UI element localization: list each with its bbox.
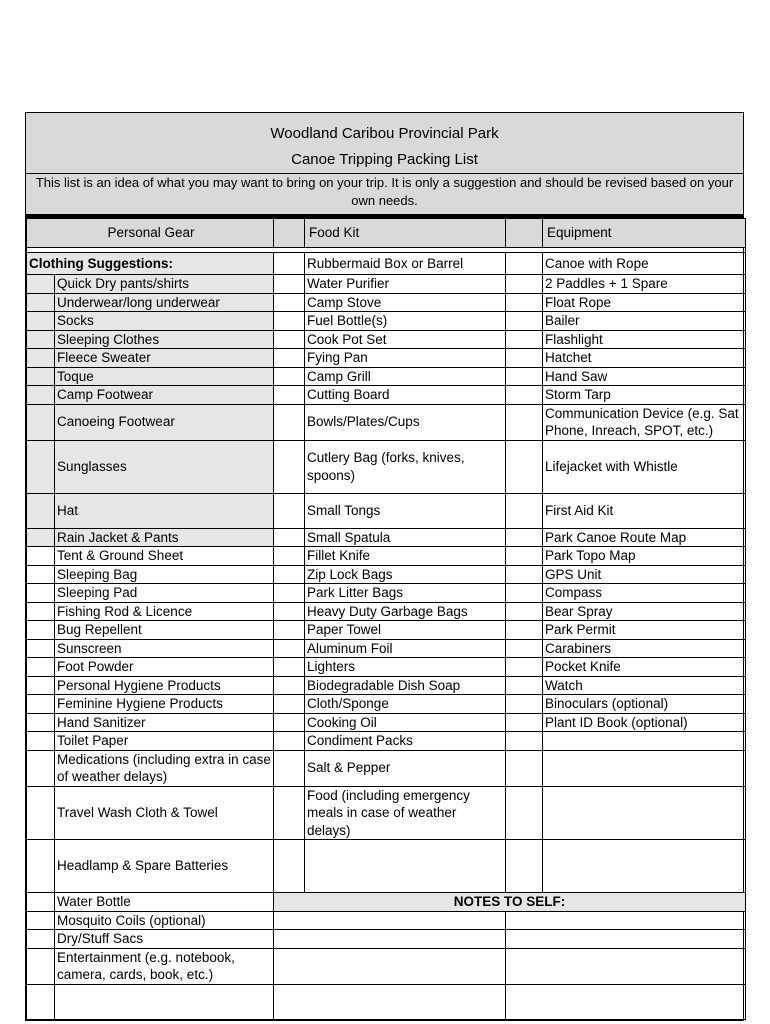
table-row — [27, 639, 746, 658]
table-row — [27, 312, 746, 331]
table-row — [27, 713, 746, 732]
personal-gear-item: Sunglasses — [55, 440, 274, 493]
personal-gear-item — [55, 984, 274, 1019]
equipment-item: Pocket Knife — [543, 658, 746, 677]
food-kit-item: Camp Stove — [305, 293, 506, 312]
equipment-checkbox[interactable] — [506, 528, 543, 547]
personal-gear-item: Fleece Sweater — [55, 349, 274, 368]
equipment-item: Watch — [543, 676, 746, 695]
personal-gear-item: Water Bottle — [55, 893, 274, 912]
personal-gear-checkbox[interactable] — [27, 948, 55, 984]
equipment-checkbox[interactable] — [506, 493, 543, 528]
personal-gear-checkbox[interactable] — [27, 493, 55, 528]
food-kit-item: Cloth/Sponge — [305, 695, 506, 714]
personal-gear-item: Travel Wash Cloth & Towel — [55, 786, 274, 840]
equipment-checkbox[interactable] — [506, 840, 543, 893]
equipment-checkbox[interactable] — [506, 312, 543, 331]
equipment-item: 2 Paddles + 1 Spare — [543, 275, 746, 294]
personal-gear-checkbox[interactable] — [27, 312, 55, 331]
header-row — [27, 219, 746, 248]
equipment-item: Storm Tarp — [543, 386, 746, 405]
food-kit-checkbox[interactable] — [274, 349, 305, 368]
table-row — [27, 695, 746, 714]
food-kit-item: Heavy Duty Garbage Bags — [305, 602, 506, 621]
food-kit-item: Condiment Packs — [305, 732, 506, 751]
equipment-checkbox[interactable] — [506, 547, 543, 566]
equipment-item: Park Permit — [543, 621, 746, 640]
personal-gear-checkbox[interactable] — [27, 750, 55, 786]
personal-gear-checkbox[interactable] — [27, 732, 55, 751]
table-row — [27, 930, 746, 949]
clothing-suggestions-heading: Clothing Suggestions: — [27, 253, 274, 275]
table-row — [27, 565, 746, 584]
equipment-checkbox[interactable] — [506, 330, 543, 349]
personal-gear-checkbox[interactable] — [27, 565, 55, 584]
food-kit-checkbox[interactable] — [274, 750, 305, 786]
personal-gear-item: Socks — [55, 312, 274, 331]
notes-cell[interactable] — [274, 948, 506, 984]
personal-gear-item: Medications (including extra in case of weather delays) — [55, 750, 274, 786]
personal-gear-item: Entertainment (e.g. notebook, camera, cards, book, etc.) — [55, 948, 274, 984]
food-kit-checkbox[interactable] — [274, 367, 305, 386]
personal-gear-item: Personal Hygiene Products — [55, 676, 274, 695]
personal-gear-checkbox[interactable] — [27, 602, 55, 621]
equipment-item: First Aid Kit — [543, 493, 746, 528]
personal-gear-checkbox[interactable] — [27, 676, 55, 695]
food-kit-item: Food (including emergency meals in case of weather delays) — [305, 786, 506, 840]
table-row — [27, 893, 746, 912]
equipment-item: GPS Unit — [543, 565, 746, 584]
table-row — [27, 253, 746, 275]
table-row — [27, 658, 746, 677]
personal-gear-checkbox[interactable] — [27, 786, 55, 840]
equipment-checkbox[interactable] — [506, 713, 543, 732]
table-row — [27, 911, 746, 930]
personal-gear-checkbox[interactable] — [27, 893, 55, 912]
food-kit-item: Lighters — [305, 658, 506, 677]
personal-gear-item: Toque — [55, 367, 274, 386]
personal-gear-item: Hat — [55, 493, 274, 528]
personal-gear-item: Canoeing Footwear — [55, 404, 274, 440]
table-row — [27, 676, 746, 695]
personal-gear-checkbox[interactable] — [27, 275, 55, 294]
equipment-checkbox[interactable] — [506, 386, 543, 405]
food-kit-item: Paper Towel — [305, 621, 506, 640]
table-row — [27, 840, 746, 893]
table-row — [27, 404, 746, 440]
equipment-item: Hand Saw — [543, 367, 746, 386]
food-kit-item: Bowls/Plates/Cups — [305, 404, 506, 440]
food-kit-item: Fillet Knife — [305, 547, 506, 566]
equipment-item: Bear Spray — [543, 602, 746, 621]
table-row — [27, 948, 746, 984]
food-kit-checkbox[interactable] — [274, 404, 305, 440]
equipment-checkbox[interactable] — [506, 676, 543, 695]
table-row — [27, 750, 746, 786]
food-kit-checkbox[interactable] — [274, 440, 305, 493]
equipment-checkbox[interactable] — [506, 621, 543, 640]
equipment-checkbox[interactable] — [506, 440, 543, 493]
packing-table — [26, 218, 746, 1020]
food-kit-item: Cooking Oil — [305, 713, 506, 732]
personal-gear-item: Sleeping Bag — [55, 565, 274, 584]
equipment-checkbox[interactable] — [506, 349, 543, 368]
equipment-item: Bailer — [543, 312, 746, 331]
table-row — [27, 547, 746, 566]
table-row — [27, 528, 746, 547]
food-kit-item: Small Spatula — [305, 528, 506, 547]
personal-gear-checkbox[interactable] — [27, 695, 55, 714]
food-kit-item: Biodegradable Dish Soap — [305, 676, 506, 695]
food-kit-checkbox[interactable] — [274, 713, 305, 732]
table-row — [27, 732, 746, 751]
equipment-checkbox[interactable] — [506, 404, 543, 440]
table-row — [27, 984, 746, 1019]
food-kit-checkbox[interactable] — [274, 676, 305, 695]
personal-gear-checkbox[interactable] — [27, 440, 55, 493]
personal-gear-item: Sleeping Pad — [55, 584, 274, 603]
personal-gear-item: Bug Repellent — [55, 621, 274, 640]
title-block — [26, 113, 743, 214]
notes-cell[interactable] — [506, 948, 746, 984]
notes-cell[interactable] — [506, 930, 746, 949]
personal-gear-checkbox[interactable] — [27, 911, 55, 930]
table-row — [27, 367, 746, 386]
personal-gear-item: Headlamp & Spare Batteries — [55, 840, 274, 893]
personal-gear-item: Dry/Stuff Sacs — [55, 930, 274, 949]
personal-gear-checkbox[interactable] — [27, 713, 55, 732]
equipment-checkbox[interactable] — [506, 584, 543, 603]
food-kit-checkbox[interactable] — [274, 639, 305, 658]
personal-gear-checkbox[interactable] — [27, 528, 55, 547]
personal-gear-checkbox[interactable] — [27, 584, 55, 603]
food-kit-item: Zip Lock Bags — [305, 565, 506, 584]
personal-gear-item: Quick Dry pants/shirts — [55, 275, 274, 294]
park-title: Woodland Caribou Provincial Park — [270, 125, 499, 142]
table-row — [27, 584, 746, 603]
table-row — [27, 440, 746, 493]
personal-gear-checkbox[interactable] — [27, 404, 55, 440]
header-personal-gear: Personal Gear — [27, 219, 274, 248]
equipment-item — [543, 840, 746, 893]
personal-gear-checkbox[interactable] — [27, 840, 55, 893]
equipment-checkbox[interactable] — [506, 293, 543, 312]
equipment-item: Binoculars (optional) — [543, 695, 746, 714]
personal-gear-item: Toilet Paper — [55, 732, 274, 751]
equipment-item: Park Canoe Route Map — [543, 528, 746, 547]
equipment-item: Flashlight — [543, 330, 746, 349]
notes-cell[interactable] — [274, 930, 506, 949]
header-check-food — [274, 219, 305, 248]
personal-gear-item: Underwear/long underwear — [55, 293, 274, 312]
personal-gear-item: Camp Footwear — [55, 386, 274, 405]
personal-gear-checkbox[interactable] — [27, 930, 55, 949]
equipment-checkbox[interactable] — [506, 786, 543, 840]
equipment-checkbox[interactable] — [506, 732, 543, 751]
food-kit-checkbox[interactable] — [274, 565, 305, 584]
food-kit-checkbox[interactable] — [274, 528, 305, 547]
table-row — [27, 786, 746, 840]
equipment-checkbox[interactable] — [506, 750, 543, 786]
food-kit-checkbox[interactable] — [274, 293, 305, 312]
personal-gear-checkbox[interactable] — [27, 984, 55, 1019]
equipment-item: Compass — [543, 584, 746, 603]
food-kit-item: Aluminum Foil — [305, 639, 506, 658]
personal-gear-checkbox[interactable] — [27, 386, 55, 405]
header-food-kit: Food Kit — [305, 219, 506, 248]
header-check-equipment — [506, 219, 543, 248]
food-kit-checkbox[interactable] — [274, 584, 305, 603]
food-kit-item: Park Litter Bags — [305, 584, 506, 603]
food-kit-checkbox[interactable] — [274, 330, 305, 349]
food-kit-checkbox[interactable] — [274, 658, 305, 677]
personal-gear-checkbox[interactable] — [27, 330, 55, 349]
packing-list-sheet — [25, 112, 744, 1021]
table-row — [27, 275, 746, 294]
equipment-item: Canoe with Rope — [543, 253, 746, 275]
food-kit-checkbox[interactable] — [274, 312, 305, 331]
personal-gear-checkbox[interactable] — [27, 349, 55, 368]
food-kit-checkbox[interactable] — [274, 732, 305, 751]
food-kit-item: Cutting Board — [305, 386, 506, 405]
food-kit-checkbox[interactable] — [274, 840, 305, 893]
personal-gear-item: Foot Powder — [55, 658, 274, 677]
notes-cell[interactable] — [506, 984, 746, 1019]
table-row — [27, 293, 746, 312]
personal-gear-item: Feminine Hygiene Products — [55, 695, 274, 714]
food-kit-item: Rubbermaid Box or Barrel — [305, 253, 506, 275]
food-kit-item: Small Tongs — [305, 493, 506, 528]
equipment-item: Hatchet — [543, 349, 746, 368]
food-kit-item: Cook Pot Set — [305, 330, 506, 349]
personal-gear-checkbox[interactable] — [27, 639, 55, 658]
food-kit-item: Salt & Pepper — [305, 750, 506, 786]
list-description: This list is an idea of what you may want to bring on your trip. It is only a suggestion and should be revised based on your own needs. — [26, 173, 743, 214]
food-kit-checkbox[interactable] — [274, 547, 305, 566]
equipment-checkbox[interactable] — [506, 695, 543, 714]
food-kit-checkbox[interactable] — [274, 602, 305, 621]
notes-cell[interactable] — [506, 911, 746, 930]
food-kit-item: Cutlery Bag (forks, knives, spoons) — [305, 440, 506, 493]
table-row — [27, 386, 746, 405]
personal-gear-item: Sleeping Clothes — [55, 330, 274, 349]
personal-gear-checkbox[interactable] — [27, 367, 55, 386]
personal-gear-item: Tent & Ground Sheet — [55, 547, 274, 566]
list-title: Canoe Tripping Packing List — [291, 151, 478, 168]
equipment-item: Float Rope — [543, 293, 746, 312]
equipment-item: Carabiners — [543, 639, 746, 658]
equipment-item: Park Topo Map — [543, 547, 746, 566]
table-row — [27, 349, 746, 368]
personal-gear-checkbox[interactable] — [27, 621, 55, 640]
equipment-item — [543, 732, 746, 751]
equipment-item: Lifejacket with Whistle — [543, 440, 746, 493]
personal-gear-item: Hand Sanitizer — [55, 713, 274, 732]
equipment-checkbox[interactable] — [506, 565, 543, 584]
food-kit-checkbox[interactable] — [274, 386, 305, 405]
food-kit-item: Camp Grill — [305, 367, 506, 386]
equipment-item — [543, 786, 746, 840]
equipment-checkbox[interactable] — [506, 275, 543, 294]
food-kit-checkbox[interactable] — [274, 786, 305, 840]
personal-gear-item: Mosquito Coils (optional) — [55, 911, 274, 930]
food-kit-item: Water Purifier — [305, 275, 506, 294]
food-kit-item: Fuel Bottle(s) — [305, 312, 506, 331]
equipment-checkbox[interactable] — [506, 658, 543, 677]
food-kit-checkbox[interactable] — [274, 695, 305, 714]
equipment-item: Communication Device (e.g. Sat Phone, Inreach, SPOT, etc.) — [543, 404, 746, 440]
header-equipment: Equipment — [543, 219, 746, 248]
equipment-checkbox[interactable] — [506, 367, 543, 386]
personal-gear-checkbox[interactable] — [27, 547, 55, 566]
table-row — [27, 330, 746, 349]
food-kit-item — [305, 840, 506, 893]
notes-cell[interactable] — [274, 984, 506, 1019]
equipment-checkbox[interactable] — [506, 253, 543, 275]
table-row — [27, 602, 746, 621]
personal-gear-item: Fishing Rod & Licence — [55, 602, 274, 621]
table-row — [27, 493, 746, 528]
notes-to-self-label: NOTES TO SELF: — [274, 893, 746, 912]
food-kit-checkbox[interactable] — [274, 621, 305, 640]
equipment-item: Plant ID Book (optional) — [543, 713, 746, 732]
table-row — [27, 621, 746, 640]
equipment-checkbox[interactable] — [506, 639, 543, 658]
personal-gear-checkbox[interactable] — [27, 658, 55, 677]
equipment-item — [543, 750, 746, 786]
personal-gear-item: Sunscreen — [55, 639, 274, 658]
food-kit-checkbox[interactable] — [274, 253, 305, 275]
food-kit-item: Fying Pan — [305, 349, 506, 368]
food-kit-checkbox[interactable] — [274, 493, 305, 528]
personal-gear-item: Rain Jacket & Pants — [55, 528, 274, 547]
equipment-checkbox[interactable] — [506, 602, 543, 621]
personal-gear-checkbox[interactable] — [27, 293, 55, 312]
notes-cell[interactable] — [274, 911, 506, 930]
food-kit-checkbox[interactable] — [274, 275, 305, 294]
